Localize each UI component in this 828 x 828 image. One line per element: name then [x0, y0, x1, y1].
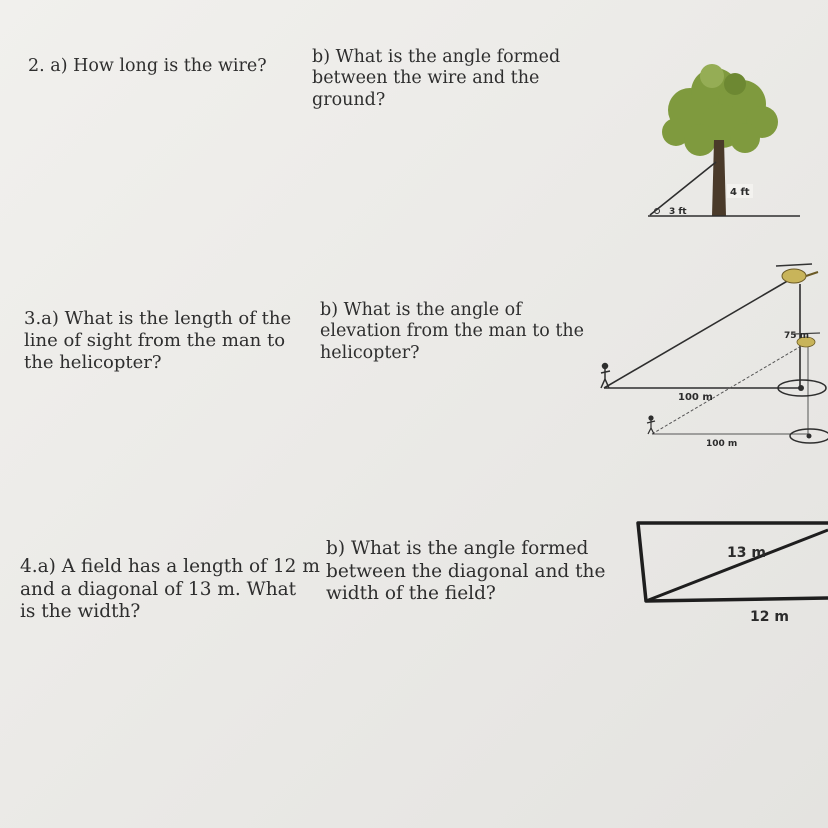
- tree-height-label: 4 ft: [730, 187, 750, 198]
- question-2b-line-3: ground?: [312, 89, 386, 110]
- field-rectangle: [638, 523, 828, 601]
- question-3a-line-1: 3.a) What is the length of the: [24, 308, 292, 329]
- field-length-label: 12 m: [750, 609, 789, 625]
- question-4a-line-1: 4.a) A field has a length of 12 m: [20, 556, 320, 577]
- helicopter-height-label: 75 m: [784, 331, 810, 341]
- question-3a-line-2: line of sight from the man to: [24, 329, 286, 351]
- question-2a-line-1: 2. a) How long is the wire?: [28, 56, 267, 76]
- question-4b-line-2: between the diagonal and the: [326, 560, 606, 582]
- question-3b-line-2: elevation from the man to the: [320, 321, 585, 342]
- question-4a-line-3: is the width?: [20, 601, 141, 623]
- question-4b-line-1: b) What is the angle formed: [326, 538, 589, 559]
- question-2b-line-2: between the wire and the: [312, 68, 540, 89]
- question-3b-line-3: helicopter?: [320, 342, 420, 363]
- question-3a-line-3: the helicopter?: [24, 351, 162, 373]
- field-diagonal-label: 13 m: [727, 545, 766, 561]
- question-3b-line-1: b) What is the angle of: [320, 300, 522, 320]
- question-4a-line-2: and a diagonal of 13 m. What: [20, 578, 297, 600]
- helicopter-distance-label-lower: 100 m: [706, 439, 738, 449]
- question-4b-line-3: width of the field?: [326, 583, 496, 605]
- question-2b-line-1: b) What is the angle formed: [312, 47, 561, 67]
- field-diagonal: [646, 530, 828, 601]
- helicopter-distance-label: 100 m: [678, 392, 713, 403]
- tree-base-label: 3 ft: [669, 207, 687, 217]
